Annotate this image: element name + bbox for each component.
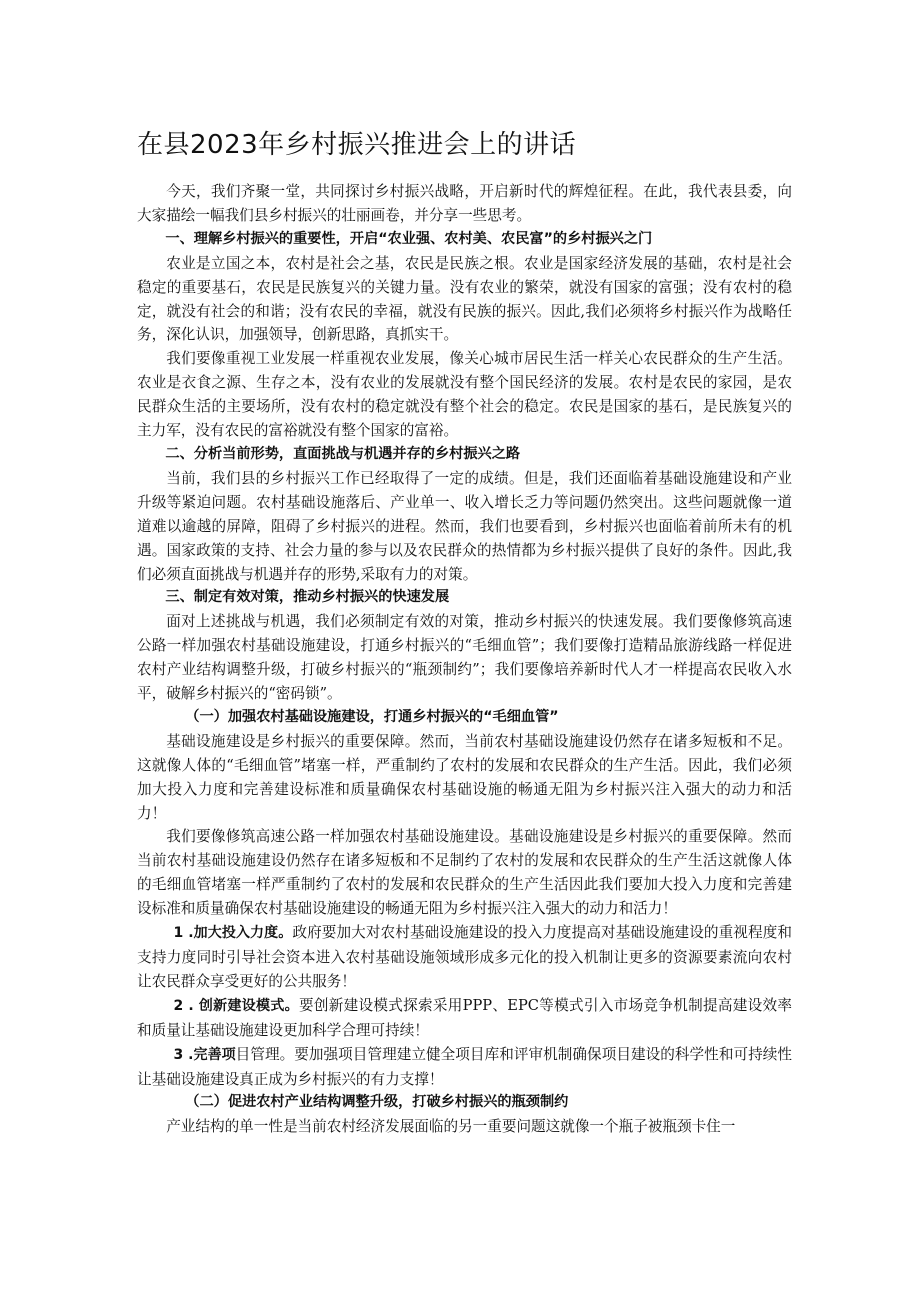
- section-3-heading: 三、制定有效对策，推动乡村振兴的快速发展: [165, 589, 450, 606]
- document-title: 在县2023年乡村振兴推进会上的讲话: [137, 130, 577, 160]
- list-item-3-text: 目管理。要加强项目管理建立健全项目库和评审机制确保项目建设的科学性和可持续性让基础设施建设真正成为乡村振兴的有力支撑！: [137, 1045, 792, 1088]
- list-item-3-label: 3 .完善项: [173, 1046, 236, 1063]
- list-item-1-text: 政府要加大对农村基础设施建设的投入力度提高对基础设施建设的重视程度和支持力度同时引导社会资本进入农村基础设施领域形成多元化的投入机制让更多的资源要素流向农村让农民群众享受更好的公共服务！: [137, 924, 792, 990]
- list-item-2-label: 2 . 创新建设模式。: [173, 997, 299, 1014]
- subsection-2-paragraph-1: 产业结构的单一性是当前农村经济发展面临的另一重要问题这就像一个瓶子被瓶颈卡住一: [166, 1118, 736, 1136]
- subsection-1-heading: （一）加强农村基础设施建设，打通乡村振兴的“毛细血管”: [185, 708, 559, 725]
- section-2-paragraph-1: 当前，我们县的乡村振兴工作已经取得了一定的成绩。但是，我们还面临着基础设施建设和产业升级等紧迫问题。农村基础设施落后、产业单一、收入增长乏力等问题仍然突出。这些问题就像一道道难以逾越的屏障，阻碍了乡村振兴的进程。然而，我们也要看到，乡村振兴也面临着前所未有的机遇。国家政策的支持、社会力量的参与以及农民群众的热情都为乡村振兴提供了良好的条件。因此,我们必须直面挑战与机遇并存的形势,采取有力的对策。: [137, 469, 792, 583]
- list-item-2: [137, 994, 792, 1043]
- section-1-heading: 一、理解乡村振兴的重要性，开启“农业强、农村美、农民富”的乡村振兴之门: [165, 230, 653, 247]
- list-item-1: [137, 921, 792, 994]
- document-body: [137, 180, 792, 1139]
- subsection-2-heading: （二）促进农村产业结构调整升级，打破乡村振兴的瓶颈制约: [185, 1094, 569, 1111]
- list-item-2-text: 要创新建设模式探索采用PPP、EPC等模式引入市场竞争机制提高建设效率和质量让基础设施建设更加科学合理可持续！: [137, 996, 792, 1039]
- section-1-paragraph-2: 我们要像重视工业发展一样重视农业发展，像关心城市居民生活一样关心农民群众的生产生活。农业是衣食之源、生存之本，没有农业的发展就没有整个国民经济的发展。农村是农民的家园，是农民群众生活的主要场所，没有农村的稳定就没有整个社会的稳定。农民是国家的基石，是民族复兴的主力军，没有农民的富裕就没有整个国家的富裕。: [137, 350, 792, 440]
- section-1-paragraph-1: 农业是立国之本，农村是社会之基，农民是民族之根。农业是国家经济发展的基础，农村是社会稳定的重要基石，农民是民族复兴的关键力量。没有农业的繁荣，就没有国家的富强；没有农村的稳定，就没有社会的和谐；没有农民的幸福，就没有民族的振兴。因此,我们必须将乡村振兴作为战略任务，深化认识，加强领导，创新思路，真抓实干。: [137, 254, 792, 344]
- subsection-1-paragraph-2: 我们要像修筑高速公路一样加强农村基础设施建设。基础设施建设是乡村振兴的重要保障。然而当前农村基础设施建设仍然存在诸多短板和不足制约了农村的发展和农民群众的生产生活这就像人体的毛细血管堵塞一样严重制约了农村的发展和农民群众的生产生活因此我们要加大投入力度和完善建设标准和质量确保农村基础设施建设的畅通无阻为乡村振兴注入强大的动力和活力！: [137, 828, 792, 918]
- list-item-1-label: 1 .加大投入力度。: [173, 925, 293, 942]
- section-2-heading: 二、分析当前形势，直面挑战与机遇并存的乡村振兴之路: [165, 445, 521, 462]
- intro-paragraph: 今天，我们齐聚一堂，共同探讨乡村振兴战略，开启新时代的辉煌征程。在此，我代表县委，向大家描绘一幅我们县乡村振兴的壮丽画卷，并分享一些思考。: [137, 183, 792, 224]
- list-item-3: [137, 1043, 792, 1092]
- section-3-paragraph-1: 面对上述挑战与机遇，我们必须制定有效的对策，推动乡村振兴的快速发展。我们要像修筑高速公路一样加强农村基础设施建设，打通乡村振兴的“毛细血管”；我们要像打造精品旅游线路一样促进农村产业结构调整升级，打破乡村振兴的“瓶颈制约”；我们要像培养新时代人才一样提高农民收入水平，破解乡村振兴的“密码锁”。: [137, 613, 792, 703]
- subsection-1-paragraph-1: 基础设施建设是乡村振兴的重要保障。然而，当前农村基础设施建设仍然存在诸多短板和不足。这就像人体的“毛细血管”堵塞一样，严重制约了农村的发展和农民群众的生产生活。因此，我们必须加大投入力度和完善建设标准和质量确保农村基础设施的畅通无阻为乡村振兴注入强大的动力和活力！: [137, 732, 792, 822]
